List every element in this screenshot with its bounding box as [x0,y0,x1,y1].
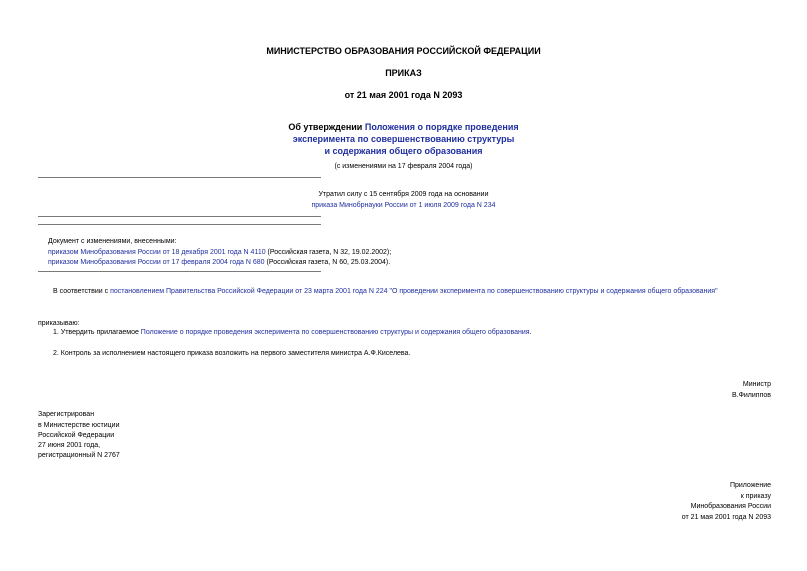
order-item-1-suffix: . [529,329,532,336]
appendix-line-2: к приказу [740,493,771,500]
changes-intro: Документ с изменениями, внесенными: [48,238,177,245]
doc-type-heading: ПРИКАЗ [385,68,422,78]
changes-item-2 [48,257,390,268]
prikazyvayu-label: приказываю: [38,320,80,327]
registration-line-5: регистрационный N 2767 [38,452,120,459]
changes-item-2-link[interactable]: приказом Минобразования России от 17 февраля 2004 года N 680 [48,259,265,266]
title-prefix: Об утверждении [288,122,363,132]
changes-item-1-link[interactable]: приказом Минобразования России от 18 декабря 2001 года N 4110 [48,249,266,256]
registration-line-4: 27 июня 2001 года, [38,442,101,449]
order-item-1 [53,327,532,338]
changes-item-2-rest: (Российская газета, N 60, 25.03.2004). [264,259,391,266]
title-link-line3[interactable]: и содержания общего образования [324,146,483,156]
registration-line-3: Российской Федерации [38,432,115,439]
divider-1 [38,177,321,178]
title-link-line2[interactable]: эксперимента по совершенствованию структуры [292,134,515,144]
registration-line-1: Зарегистрирован [38,411,95,418]
date-number-heading: от 21 мая 2001 года N 2093 [344,90,463,100]
divider-3 [38,224,321,225]
document-title [0,121,807,157]
title-link-line1[interactable]: Положения о порядке проведения [364,122,519,132]
appendix-line-1: Приложение [729,482,771,489]
basis-link[interactable]: постановлением Правительства Российской Федерации от 23 марта 2001 года N 224 "О проведении эксперимента по совершенствованию структуры и содержания общего образования" [110,288,718,295]
basis-paragraph [53,286,718,297]
order-item-1-prefix: 1. Утвердить прилагаемое [53,329,141,336]
registration-line-2: в Министерстве юстиции [38,422,120,429]
appendix-line-3: Минобразования России [690,503,771,510]
order-item-2: 2. Контроль за исполнением настоящего приказа возложить на первого заместителя министра А.Ф.Киселева. [53,350,411,357]
expired-link[interactable]: приказа Минобрнауки России от 1 июля 2009 года N 234 [311,202,496,209]
divider-2 [38,216,321,217]
basis-prefix: В соответствии с [53,288,111,295]
order-item-1-link[interactable]: Положение о порядке проведения эксперимента по совершенствованию структуры и содержания общего образования [140,329,530,336]
appendix-line-4: от 21 мая 2001 года N 2093 [681,514,771,521]
changes-item-1-rest: (Российская газета, N 32, 19.02.2002); [265,249,392,256]
signature-name: В.Филиппов [731,392,771,399]
divider-4 [38,271,321,272]
amended-note: (с изменениями на 17 февраля 2004 года) [334,163,473,170]
ministry-heading: МИНИСТЕРСТВО ОБРАЗОВАНИЯ РОССИЙСКОЙ ФЕДЕРАЦИИ [266,46,541,56]
expired-text: Утратил силу с 15 сентября 2009 года на основании [318,191,489,198]
signature-position: Министр [742,381,771,388]
